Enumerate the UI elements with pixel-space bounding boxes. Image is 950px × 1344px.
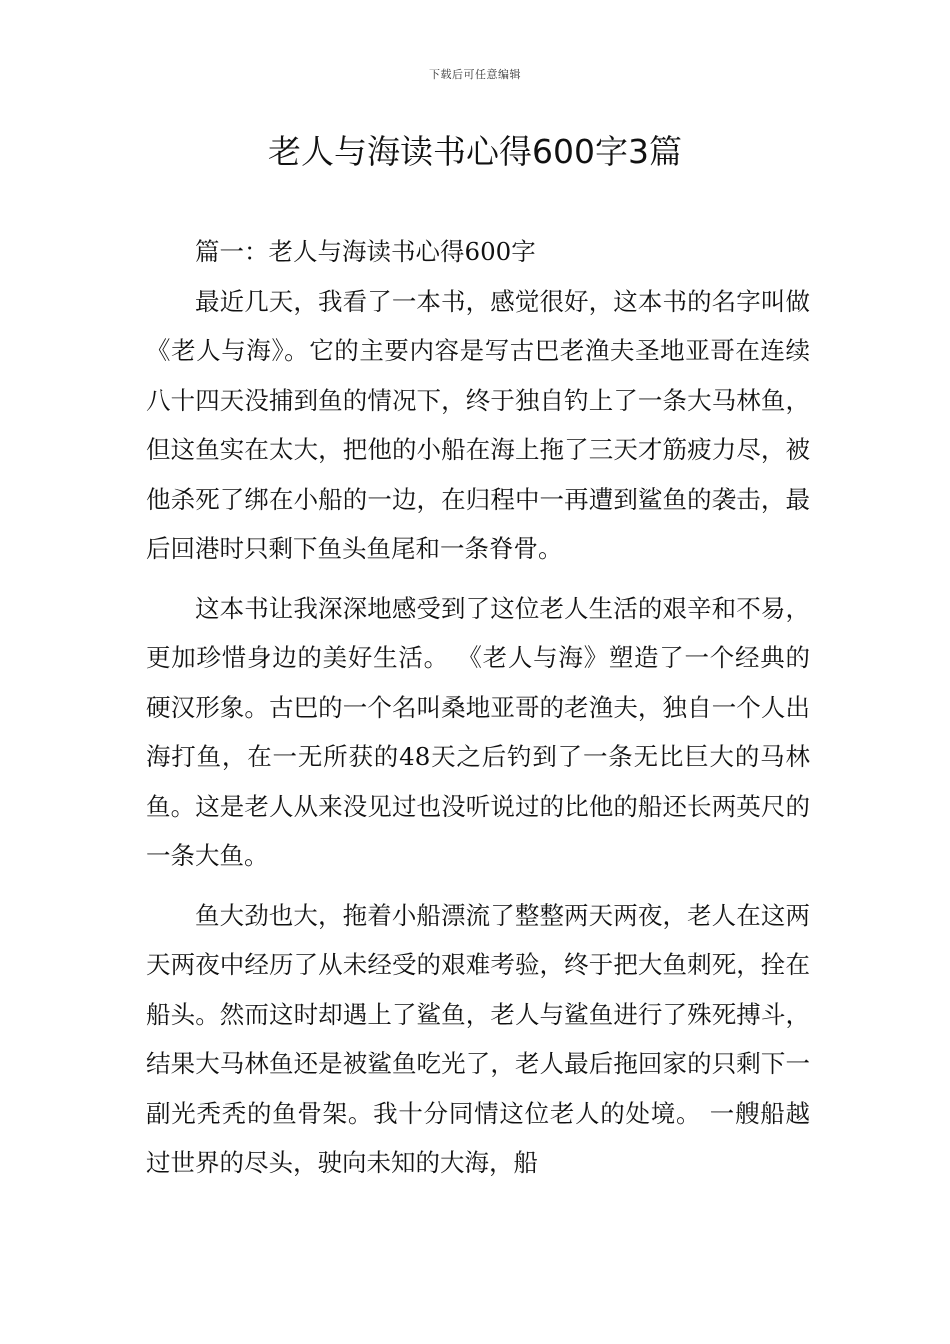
document-title: 老人与海读书心得600字3篇 xyxy=(268,132,682,171)
document-body xyxy=(146,227,810,1198)
body-paragraph-1: 最近几天，我看了一本书，感觉很好，这本书的名字叫做《老人与海》。它的主要内容是写古巴老渔夫圣地亚哥在连续八十四天没捕到鱼的情况下，终于独自钓上了一条大马林鱼，但这鱼实在太大，把他的小船在海上拖了三天才筋疲力尽，被他杀死了绑在小船的一边，在归程中一再遭到鲨鱼的袭击，最后回港时只剩下鱼头鱼尾和一条脊骨。 xyxy=(146,286,810,563)
body-paragraph-2: 这本书让我深深地感受到了这位老人生活的艰辛和不易，更加珍惜身边的美好生活。 《老人与海》塑造了一个经典的硬汉形象。古巴的一个名叫桑地亚哥的老渔夫，独自一个人出海打鱼，在一无所获的48天之后钓到了一条无比巨大的马林鱼。这是老人从来没见过也没听说过的比他的船还长两英尺的一条大鱼。 xyxy=(146,593,810,870)
section-heading: 篇一：老人与海读书心得600字 xyxy=(195,237,536,266)
body-paragraph-3: 鱼大劲也大，拖着小船漂流了整整两天两夜，老人在这两天两夜中经历了从未经受的艰难考验，终于把大鱼刺死，拴在船头。然而这时却遇上了鲨鱼，老人与鲨鱼进行了殊死搏斗，结果大马林鱼还是被鲨鱼吃光了，老人最后拖回家的只剩下一副光秃秃的鱼骨架。我十分同情这位老人的处境。 一艘船越过世界的尽头，驶向未知的大海，船 xyxy=(146,900,810,1177)
header-note: 下载后可任意编辑 xyxy=(429,68,521,81)
